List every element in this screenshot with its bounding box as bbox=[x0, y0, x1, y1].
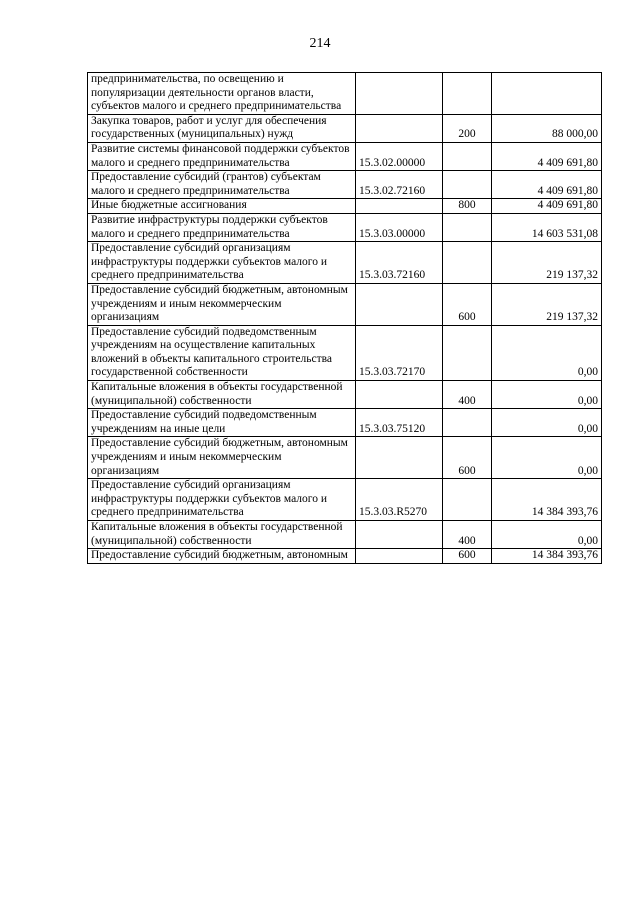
row-name: Капитальные вложения в объекты государственной (муниципальной) собственности bbox=[88, 521, 356, 549]
row-name: Закупка товаров, работ и услуг для обеспечения государственных (муниципальных) нужд bbox=[88, 114, 356, 142]
table-row bbox=[88, 283, 602, 325]
table-row bbox=[88, 199, 602, 214]
row-amount bbox=[492, 73, 602, 115]
row-type bbox=[443, 479, 492, 521]
row-amount: 4 409 691,80 bbox=[492, 199, 602, 214]
row-type: 200 bbox=[443, 114, 492, 142]
table-row bbox=[88, 409, 602, 437]
row-name: предпринимательства, по освещению и популяризации деятельности органов власти, субъектов малого и среднего предпринимательства bbox=[88, 73, 356, 115]
row-amount: 219 137,32 bbox=[492, 283, 602, 325]
row-code bbox=[356, 549, 443, 564]
row-amount: 4 409 691,80 bbox=[492, 142, 602, 170]
row-name: Предоставление субсидий организациям инфраструктуры поддержки субъектов малого и среднего предпринимательства bbox=[88, 242, 356, 284]
row-type: 400 bbox=[443, 381, 492, 409]
table-row bbox=[88, 325, 602, 380]
row-type bbox=[443, 171, 492, 199]
row-type bbox=[443, 242, 492, 284]
row-amount: 219 137,32 bbox=[492, 242, 602, 284]
row-type: 600 bbox=[443, 283, 492, 325]
row-name: Предоставление субсидий бюджетным, автономным учреждениям и иным некоммерческим организациям bbox=[88, 283, 356, 325]
row-code bbox=[356, 521, 443, 549]
row-name: Предоставление субсидий бюджетным, автономным bbox=[88, 549, 356, 564]
row-type: 400 bbox=[443, 521, 492, 549]
row-amount: 14 384 393,76 bbox=[492, 549, 602, 564]
row-amount: 0,00 bbox=[492, 381, 602, 409]
row-name: Иные бюджетные ассигнования bbox=[88, 199, 356, 214]
row-type bbox=[443, 142, 492, 170]
row-type bbox=[443, 325, 492, 380]
row-name: Предоставление субсидий организациям инфраструктуры поддержки субъектов малого и среднего предпринимательства bbox=[88, 479, 356, 521]
row-type: 600 bbox=[443, 437, 492, 479]
table-row bbox=[88, 479, 602, 521]
table-row bbox=[88, 171, 602, 199]
row-code bbox=[356, 381, 443, 409]
row-code: 15.3.02.72160 bbox=[356, 171, 443, 199]
row-code: 15.3.03.R5270 bbox=[356, 479, 443, 521]
row-code: 15.3.03.00000 bbox=[356, 213, 443, 241]
row-code: 15.3.03.75120 bbox=[356, 409, 443, 437]
row-amount: 4 409 691,80 bbox=[492, 171, 602, 199]
budget-table bbox=[87, 72, 602, 564]
row-amount: 0,00 bbox=[492, 409, 602, 437]
row-type: 800 bbox=[443, 199, 492, 214]
table-row bbox=[88, 213, 602, 241]
page-number: 214 bbox=[309, 36, 331, 51]
row-code bbox=[356, 283, 443, 325]
row-code: 15.3.02.00000 bbox=[356, 142, 443, 170]
row-code bbox=[356, 437, 443, 479]
row-name: Капитальные вложения в объекты государственной (муниципальной) собственности bbox=[88, 381, 356, 409]
row-type: 600 bbox=[443, 549, 492, 564]
row-amount: 0,00 bbox=[492, 325, 602, 380]
row-code bbox=[356, 73, 443, 115]
row-code: 15.3.03.72160 bbox=[356, 242, 443, 284]
row-name: Предоставление субсидий (грантов) субъектам малого и среднего предпринимательства bbox=[88, 171, 356, 199]
row-name: Предоставление субсидий подведомственным учреждениям на иные цели bbox=[88, 409, 356, 437]
table-row bbox=[88, 73, 602, 115]
row-name: Предоставление субсидий подведомственным учреждениям на осуществление капитальных вложений в объекты капитального строительства государственной собственности bbox=[88, 325, 356, 380]
row-type bbox=[443, 73, 492, 115]
row-amount: 88 000,00 bbox=[492, 114, 602, 142]
row-code bbox=[356, 199, 443, 214]
table-row bbox=[88, 142, 602, 170]
table-row bbox=[88, 521, 602, 549]
table-row bbox=[88, 437, 602, 479]
row-type bbox=[443, 213, 492, 241]
row-amount: 0,00 bbox=[492, 521, 602, 549]
row-amount: 14 384 393,76 bbox=[492, 479, 602, 521]
table-row bbox=[88, 242, 602, 284]
row-code bbox=[356, 114, 443, 142]
row-code: 15.3.03.72170 bbox=[356, 325, 443, 380]
row-type bbox=[443, 409, 492, 437]
row-name: Предоставление субсидий бюджетным, автономным учреждениям и иным некоммерческим организациям bbox=[88, 437, 356, 479]
row-amount: 14 603 531,08 bbox=[492, 213, 602, 241]
table-row bbox=[88, 114, 602, 142]
row-name: Развитие инфраструктуры поддержки субъектов малого и среднего предпринимательства bbox=[88, 213, 356, 241]
row-amount: 0,00 bbox=[492, 437, 602, 479]
row-name: Развитие системы финансовой поддержки субъектов малого и среднего предпринимательства bbox=[88, 142, 356, 170]
table-row bbox=[88, 381, 602, 409]
budget-table-body bbox=[88, 73, 602, 564]
table-row bbox=[88, 549, 602, 564]
